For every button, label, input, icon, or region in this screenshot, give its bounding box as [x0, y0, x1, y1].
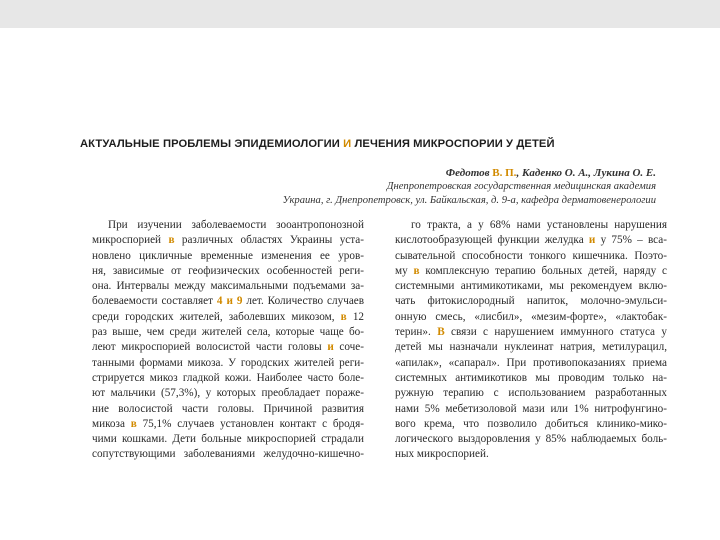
text-segment: чими кошками. Дети больные микроспорией страдали [92, 433, 364, 446]
text-segment: го тракта, а у 68% нами установлены нарушения [411, 219, 667, 231]
top-gray-band [0, 0, 720, 28]
text-segment: леют микроспорией волосистой части головы [92, 341, 328, 354]
text-line [395, 294, 667, 309]
text-segment: му [395, 264, 414, 277]
text-segment: онную смесь, «лисбил», «мезим-форте», «лактобак- [395, 310, 667, 323]
text-line [92, 218, 364, 233]
highlighted-word: В [437, 326, 445, 339]
text-line [395, 249, 667, 264]
text-line [92, 340, 364, 355]
text-line [395, 264, 667, 279]
text-line [92, 402, 364, 417]
highlighted-word: в [168, 234, 175, 247]
text-line [92, 356, 364, 371]
text-line [395, 447, 667, 462]
text-segment: сопутствующими заболеваниями желудочно-кишечно- [92, 448, 364, 461]
text-segment: среди городских жителей, заболевших микозом, [92, 310, 341, 323]
text-segment: ня, зависимые от геофизических особенностей реги- [92, 264, 364, 277]
text-segment: болеваемости составляет [92, 295, 217, 308]
text-segment: связи с нарушением иммунного статуса у [444, 326, 667, 339]
text-line [92, 279, 364, 294]
text-segment: системных антимикотиков мы проводим только на- [395, 371, 667, 384]
text-segment: вого крема, что позволило добиться клинико-мико- [395, 417, 667, 430]
highlighted-word: и [327, 341, 334, 354]
text-line [395, 356, 667, 371]
text-segment: раз выше, чем среди жителей села, которые чаще бо- [92, 326, 364, 339]
text-segment: у 75% – вса- [595, 234, 667, 247]
text-line [92, 233, 364, 248]
text-line [92, 386, 364, 401]
text-segment: кислотообразующей функции желудка [395, 234, 589, 247]
text-line [395, 432, 667, 447]
article-meta [283, 166, 656, 208]
text-line [395, 340, 667, 355]
left-column [92, 218, 364, 463]
highlighted-word: и [588, 234, 596, 247]
highlighted-word: 4 [216, 295, 223, 308]
right-column [395, 218, 667, 463]
text-segment: сывательной способности тонкого кишечника. Поэто- [395, 249, 667, 262]
text-segment: нами 5% мебетизоловой мази или 1% нитрофунгино- [395, 402, 667, 415]
text-segment: логического выздоровления у 85% наблюдаемых боль- [395, 433, 667, 446]
text-segment: лет. Количество случаев [242, 295, 364, 308]
text-segment: «апилак», «сапарал». При противопоказаниях приема [395, 356, 667, 369]
text-line [395, 279, 667, 294]
text-segment: соче- [333, 341, 364, 354]
highlighted-word: в [340, 310, 347, 323]
text-segment: При изучении заболеваемости зооантропонозной [108, 219, 364, 231]
text-segment: танными формами микоза. У городских жителей реги- [92, 356, 364, 369]
text-segment: комплексную терапию больных детей, наряду с [419, 264, 667, 277]
text-line [395, 371, 667, 386]
text-segment: стрируется микоз гладкой кожи. Наиболее часто боле- [92, 371, 364, 384]
text-segment: новлено цикличные временные изменения ее уров- [92, 249, 364, 262]
text-segment: ружную терапию с использованием разработанных [395, 387, 667, 400]
text-line [395, 325, 667, 340]
text-line [92, 249, 364, 264]
text-segment: микроспорией [92, 234, 169, 247]
address: Украина, г. Днепропетровск, ул. Байкальская, д. 9-а, кафедра дерматовенерологии [282, 195, 656, 206]
text-segment: 12 [346, 310, 364, 323]
text-line [92, 264, 364, 279]
authors: Федотов В. П., Каденко О. А., Лукина О. Е. [445, 167, 656, 179]
text-segment: системными антимикотиками, мы рекомендуем вклю- [395, 280, 667, 293]
highlighted-word: в [413, 264, 420, 277]
text-line [395, 402, 667, 417]
text-line [92, 325, 364, 340]
text-segment: различных областях Украины уста- [174, 234, 364, 247]
highlighted-word: в [130, 417, 137, 430]
text-line [92, 432, 364, 447]
text-line [92, 447, 364, 462]
highlighted-word: 9 [236, 295, 243, 308]
affiliation: Днепропетровская государственная медицинская академия [386, 181, 656, 192]
text-line [395, 386, 667, 401]
text-segment: она. Интервалы между максимальными подъемами за- [92, 280, 364, 293]
text-segment: терин». [395, 326, 438, 339]
text-line [92, 294, 364, 309]
text-segment: ных микроспорией. [395, 448, 489, 461]
text-segment: ние волосистой части головы. Причиной развития [92, 402, 364, 415]
text-segment: чать фитокислородный напиток, молочно-эмульси- [395, 295, 667, 308]
article-title: АКТУАЛЬНЫЕ ПРОБЛЕМЫ ЭПИДЕМИОЛОГИИ И ЛЕЧЕНИЯ МИКРОСПОРИИ У ДЕТЕЙ [80, 138, 555, 150]
text-line [395, 310, 667, 325]
text-line [92, 417, 364, 432]
text-line [395, 218, 667, 233]
text-line [92, 310, 364, 325]
text-line [395, 417, 667, 432]
text-line [92, 371, 364, 386]
text-line [395, 233, 667, 248]
text-segment: детей мы назначали нуклеинат натрия, метилурацил, [395, 341, 667, 354]
text-segment: ют мальчики (57,3%), у которых преобладает пораже- [92, 387, 364, 400]
text-segment: 75,1% случаев установлен контакт с бродя- [136, 417, 364, 430]
text-segment: микоза [92, 417, 131, 430]
highlighted-word: и [226, 295, 233, 308]
